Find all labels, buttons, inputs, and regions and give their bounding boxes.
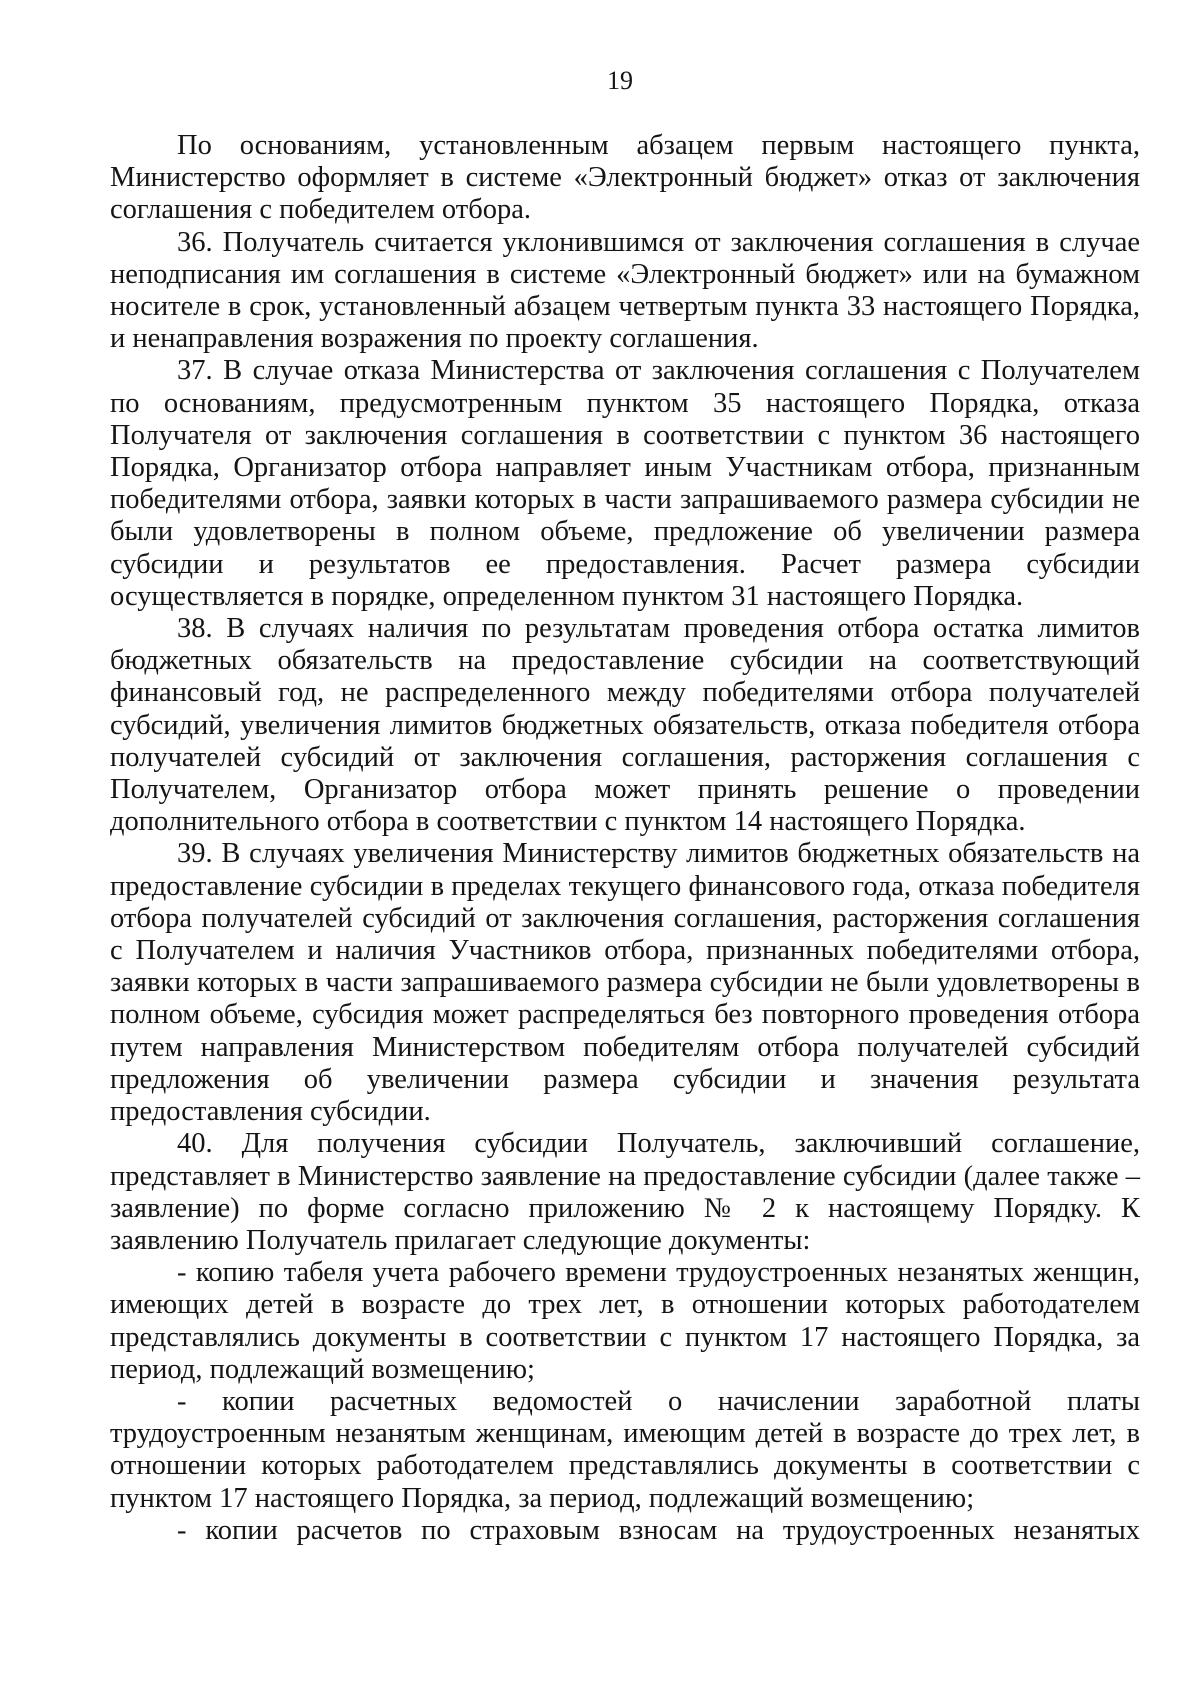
list-item-insurance-calculations: - копии расчетов по страховым взносам на трудоустроенных незанятых: [177, 1514, 1140, 1546]
list-item-payroll-copies: - копии расчетных ведомостей о начислении заработной платы трудоустроенным незанятым женщинам, имеющим детей в возрасте до трех лет, в отношении которых работодателем представлялись документы в соответствии с пунктом 17 настоящего Порядка, за период, подлежащий возмещению;: [110, 1385, 1140, 1514]
paragraph-37: 37. В случае отказа Министерства от заключения соглашения с Получателем по основаниям, предусмотренным пунктом 35 настоящего Порядка, отказа Получателя от заключения соглашения в соответствии с пунктом 36 настоящего Порядка, Организатор отбора направляет иным Участникам отбора, признанным победителями отбора, заявки которых в части запрашиваемого размера субсидии не были удовлетворены в полном объеме, предложение об увеличении размера субсидии и результатов ее предоставления. Расчет размера субсидии осуществляется в порядке, определенном пунктом 31 настоящего Порядка.: [110, 355, 1140, 612]
paragraph-38: 38. В случаях наличия по результатам проведения отбора остатка лимитов бюджетных обязательств на предоставление субсидии на соответствующий финансовый год, не распределенного между победителями отбора получателей субсидий, увеличения лимитов бюджетных обязательств, отказа победителя отбора получателей субсидий от заключения соглашения, расторжения соглашения с Получателем, Организатор отбора может принять решение о проведении дополнительного отбора в соответствии с пунктом 14 настоящего Порядка.: [110, 613, 1140, 838]
page-number: 19: [607, 66, 633, 95]
list-item-timesheet-copy: - копию табеля учета рабочего времени трудоустроенных незанятых женщин, имеющих детей в возрасте до трех лет, в отношении которых работодателем представлялись документы в соответствии с пунктом 17 настоящего Порядка, за период, подлежащий возмещению;: [110, 1257, 1140, 1385]
paragraph-35-continuation: По основаниям, установленным абзацем первым настоящего пункта, Министерство оформляет в системе «Электронный бюджет» отказ от заключения соглашения с победителем отбора.: [110, 130, 1140, 226]
paragraph-36: 36. Получатель считается уклонившимся от заключения соглашения в случае неподписания им соглашения в системе «Электронный бюджет» или на бумажном носителе в срок, установленный абзацем четвертым пункта 33 настоящего Порядка, и ненаправления возражения по проекту соглашения.: [110, 226, 1140, 355]
paragraph-40: 40. Для получения субсидии Получатель, заключивший соглашение, представляет в Министерство заявление на предоставление субсидии (далее также – заявление) по форме согласно приложению № 2 к настоящему Порядку. К заявлению Получатель прилагает следующие документы:: [110, 1128, 1140, 1256]
paragraph-39: 39. В случаях увеличения Министерству лимитов бюджетных обязательств на предоставление субсидии в пределах текущего финансового года, отказа победителя отбора получателей субсидий от заключения соглашения, расторжения соглашения с Получателем и наличия Участников отбора, признанных победителями отбора, заявки которых в части запрашиваемого размера субсидии не были удовлетворены в полном объеме, субсидия может распределяться без повторного проведения отбора путем направления Министерством победителям отбора получателей субсидий предложения об увеличении размера субсидии и значения результата предоставления субсидии.: [110, 838, 1140, 1128]
document-body: [110, 130, 1140, 1547]
